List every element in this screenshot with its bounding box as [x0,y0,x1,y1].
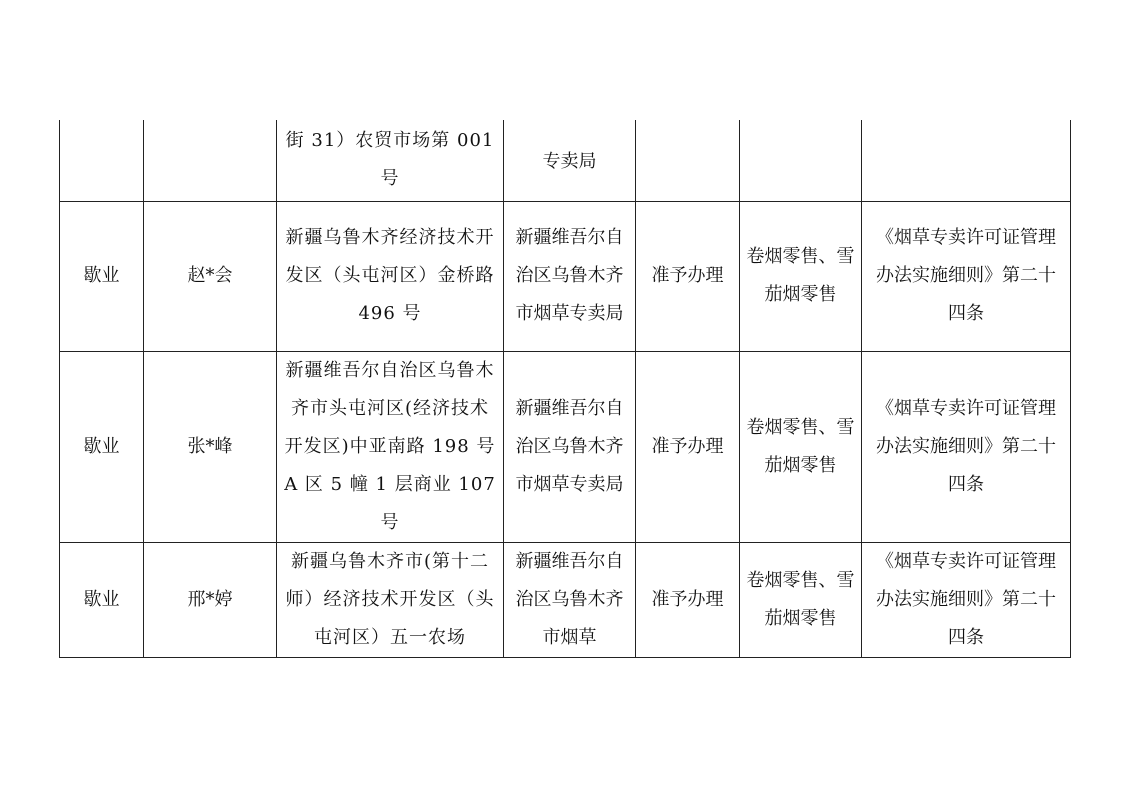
table-row [60,120,1071,201]
cell-basis: 《烟草专卖许可证管理办法实施细则》第二十四条 [862,201,1071,351]
cell-authority: 新疆维吾尔自治区乌鲁木齐市烟草 [504,542,636,657]
table-row [60,351,1071,542]
cell-address: 街 31）农贸市场第 001 号 [277,120,504,201]
cell-address: 新疆维吾尔自治区乌鲁木齐市头屯河区(经济技术开发区)中亚南路 198 号 A 区 5 幢 1 层商业 107 号 [277,351,504,542]
cell-scope: 卷烟零售、雪茄烟零售 [740,542,862,657]
cell-name: 赵*会 [144,201,277,351]
cell-name [144,120,277,201]
cell-scope [740,120,862,201]
cell-basis [862,120,1071,201]
cell-result: 准予办理 [636,351,740,542]
table-row [60,201,1071,351]
cell-authority: 新疆维吾尔自治区乌鲁木齐市烟草专卖局 [504,201,636,351]
cell-authority: 新疆维吾尔自治区乌鲁木齐市烟草专卖局 [504,351,636,542]
cell-address: 新疆乌鲁木齐市(第十二师）经济技术开发区（头屯河区）五一农场 [277,542,504,657]
cell-result: 准予办理 [636,201,740,351]
cell-type: 歇业 [60,542,144,657]
cell-result [636,120,740,201]
cell-type: 歇业 [60,351,144,542]
cell-scope: 卷烟零售、雪茄烟零售 [740,201,862,351]
cell-scope: 卷烟零售、雪茄烟零售 [740,351,862,542]
cell-type: 歇业 [60,201,144,351]
cell-address: 新疆乌鲁木齐经济技术开发区（头屯河区）金桥路 496 号 [277,201,504,351]
cell-name: 张*峰 [144,351,277,542]
cell-result: 准予办理 [636,542,740,657]
cell-name: 邢*婷 [144,542,277,657]
cell-type [60,120,144,201]
license-table [59,120,1071,658]
cell-basis: 《烟草专卖许可证管理办法实施细则》第二十四条 [862,351,1071,542]
table-row [60,542,1071,657]
cell-authority: 专卖局 [504,120,636,201]
cell-basis: 《烟草专卖许可证管理办法实施细则》第二十四条 [862,542,1071,657]
